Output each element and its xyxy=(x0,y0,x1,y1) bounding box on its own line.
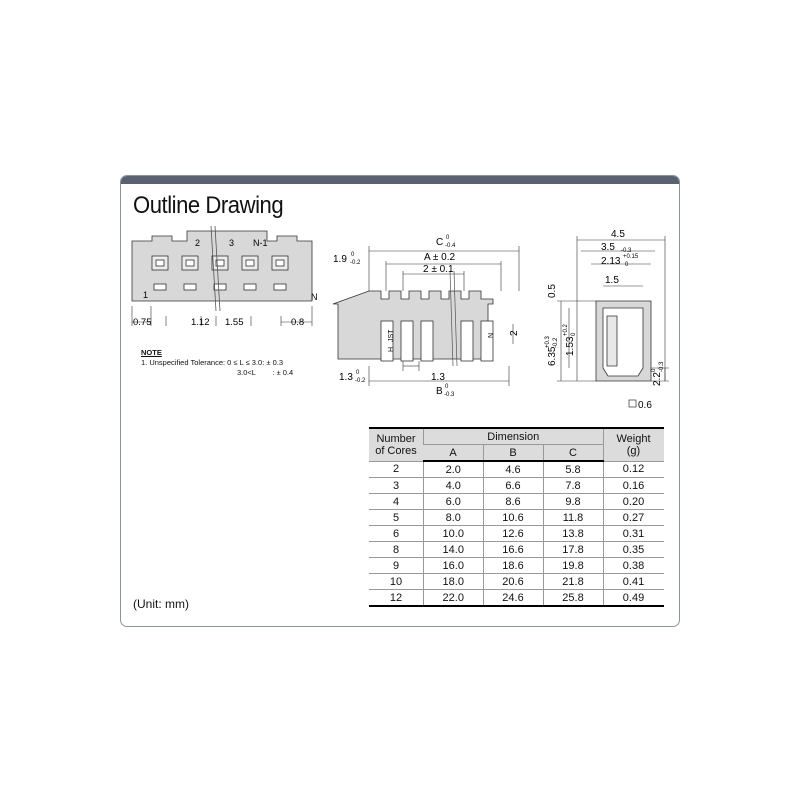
dim-c-tol-lower: -0.4 xyxy=(445,243,456,249)
table-cell: 0.38 xyxy=(603,558,664,574)
table-row xyxy=(369,542,664,558)
table-cell: 16.0 xyxy=(424,558,484,574)
front-pin-contact xyxy=(156,260,164,266)
table-cell: 20.6 xyxy=(483,574,543,590)
panel-title: Outline Drawing xyxy=(133,192,284,219)
dim-2-2-tol-upper: 0 xyxy=(651,368,657,372)
table-cell: 6.0 xyxy=(424,494,484,510)
header-cores-line2: of Cores xyxy=(375,444,417,457)
table-cell: 13.8 xyxy=(543,526,603,542)
mark-n: N xyxy=(488,332,495,338)
pin-label-1: 1 xyxy=(143,290,149,300)
dim-c: C xyxy=(436,237,444,248)
header-cores-line1: Number xyxy=(376,432,416,445)
table-cell: 8.6 xyxy=(483,494,543,510)
dim-1-53: 1.53 xyxy=(565,336,576,356)
table-cell: 0.31 xyxy=(603,526,664,542)
pin-label-3: 3 xyxy=(229,238,235,248)
table-cell: 6.6 xyxy=(483,478,543,494)
table-cell: 7.8 xyxy=(543,478,603,494)
table-cell: 10.0 xyxy=(424,526,484,542)
table-row xyxy=(369,574,664,590)
dim-6-35-tol-upper: +0.3 xyxy=(545,336,551,348)
table-cell: 2.0 xyxy=(424,461,484,478)
table-cell: 24.6 xyxy=(483,590,543,607)
dim-1-3-tol-upper: 0 xyxy=(356,370,360,376)
dim-1-12: 1.12 xyxy=(191,317,210,328)
table-cell: 11.8 xyxy=(543,510,603,526)
front-pin-contact xyxy=(186,260,194,266)
front-pin-lower xyxy=(154,284,166,290)
notes-line-2: 3.0<L : ± 0.4 xyxy=(237,368,294,377)
dim-2-13-tol-upper: +0.15 xyxy=(623,254,639,260)
front-pin-lower xyxy=(274,284,286,290)
dim-2-13-tol-lower: 0 xyxy=(625,262,629,268)
dim-c-tol-upper: 0 xyxy=(446,235,450,241)
end-view-drawing xyxy=(541,226,676,411)
col-header-dimension: Dimension xyxy=(424,428,604,445)
table-cell: 4.0 xyxy=(424,478,484,494)
col-header-cores xyxy=(369,428,424,461)
front-pin-contact xyxy=(276,260,284,266)
col-header-c: C xyxy=(543,445,603,462)
table-cell: 8 xyxy=(369,542,424,558)
dim-1-3-tol-lower: -0.2 xyxy=(355,378,366,384)
side-slot xyxy=(481,321,493,361)
table-cell: 4.6 xyxy=(483,461,543,478)
table-row xyxy=(369,478,664,494)
header-weight-line1: Weight xyxy=(616,432,651,445)
side-slot xyxy=(421,321,433,361)
dim-3-5-tol: -0.3 xyxy=(621,248,632,254)
dim-1-53-tol-lower: 0 xyxy=(571,332,577,336)
dim-b: B xyxy=(436,386,443,397)
dim-2-13: 2.13 xyxy=(601,256,621,267)
front-pin-lower xyxy=(184,284,196,290)
notes-line-1: 1. Unspecified Tolerance: 0 ≤ L ≤ 3.0: ± 0.3 xyxy=(141,358,284,367)
dim-6-35-tol-lower: -0.2 xyxy=(553,337,559,348)
table-cell: 25.8 xyxy=(543,590,603,607)
dim-2: 2 ± 0.1 xyxy=(423,264,454,275)
header-weight-line2: (g) xyxy=(626,444,641,457)
table-cell: 9 xyxy=(369,558,424,574)
table-cell: 0.12 xyxy=(603,461,664,478)
dim-1-53-tol-upper: +0.2 xyxy=(563,324,569,336)
table-cell: 6 xyxy=(369,526,424,542)
dim-b-tol-upper: 0 xyxy=(445,384,449,390)
table-cell: 12 xyxy=(369,590,424,607)
dim-0-75: 0.75 xyxy=(133,317,152,328)
table-cell: 18.6 xyxy=(483,558,543,574)
tolerance-notes xyxy=(141,348,293,378)
outline-drawing-panel xyxy=(120,175,680,627)
table-row xyxy=(369,461,664,478)
dim-4-5: 4.5 xyxy=(611,229,625,240)
table-cell: 22.0 xyxy=(424,590,484,607)
table-cell: 5.8 xyxy=(543,461,603,478)
table-cell: 17.8 xyxy=(543,542,603,558)
front-pin-lower xyxy=(214,284,226,290)
dim-1-9: 1.9 xyxy=(333,254,347,265)
pin-label-n: N xyxy=(311,292,318,302)
square-section-icon xyxy=(629,400,636,407)
table-cell: 10 xyxy=(369,574,424,590)
table-cell: 0.16 xyxy=(603,478,664,494)
pin-label-n-1: N-1 xyxy=(253,238,268,248)
dim-3-5: 3.5 xyxy=(601,242,615,253)
table-cell: 14.0 xyxy=(424,542,484,558)
side-slot xyxy=(401,321,413,361)
dimension-table xyxy=(369,427,664,607)
table-cell: 3 xyxy=(369,478,424,494)
front-view-drawing xyxy=(121,176,321,346)
dim-2-height: 2 xyxy=(509,330,520,336)
dim-0-6: 0.6 xyxy=(638,400,652,411)
table-cell: 18.0 xyxy=(424,574,484,590)
mark-h: H xyxy=(388,346,395,352)
front-pin-lower xyxy=(244,284,256,290)
dim-2-2: 2.2 xyxy=(652,372,663,386)
dim-1-55: 1.55 xyxy=(225,317,244,328)
table-cell: 0.49 xyxy=(603,590,664,607)
dim-1-3-pitch: 1.3 xyxy=(431,372,445,383)
table-row xyxy=(369,590,664,607)
dim-2-2-tol-lower: -0.3 xyxy=(659,361,665,372)
unit-label: (Unit: mm) xyxy=(133,597,189,611)
dim-b-tol-lower: -0.3 xyxy=(444,392,455,398)
table-cell: 9.8 xyxy=(543,494,603,510)
table-row xyxy=(369,494,664,510)
dim-1-9-tol-upper: 0 xyxy=(351,252,355,258)
mark-jst: JST xyxy=(388,329,395,342)
table-cell: 8.0 xyxy=(424,510,484,526)
table-cell: 4 xyxy=(369,494,424,510)
table-cell: 12.6 xyxy=(483,526,543,542)
col-header-weight xyxy=(603,428,664,461)
table-cell: 21.8 xyxy=(543,574,603,590)
table-row xyxy=(369,526,664,542)
table-cell: 2 xyxy=(369,461,424,478)
table-cell: 0.35 xyxy=(603,542,664,558)
notes-heading: NOTE xyxy=(141,348,162,357)
table-cell: 0.20 xyxy=(603,494,664,510)
col-header-b: B xyxy=(483,445,543,462)
table-cell: 0.27 xyxy=(603,510,664,526)
table-cell: 19.8 xyxy=(543,558,603,574)
dim-6-35: 6.35 xyxy=(547,346,558,366)
dim-a: A ± 0.2 xyxy=(424,252,456,263)
dim-1-9-tol-lower: -0.2 xyxy=(350,260,361,266)
side-view-drawing xyxy=(331,226,521,411)
dim-1-5: 1.5 xyxy=(605,275,619,286)
table-row xyxy=(369,510,664,526)
table-cell: 0.41 xyxy=(603,574,664,590)
table-row xyxy=(369,558,664,574)
side-slot xyxy=(461,321,473,361)
col-header-a: A xyxy=(424,445,484,462)
table-cell: 10.6 xyxy=(483,510,543,526)
table-cell: 5 xyxy=(369,510,424,526)
dim-0-8: 0.8 xyxy=(291,317,305,328)
front-pin-contact xyxy=(246,260,254,266)
table-cell: 16.6 xyxy=(483,542,543,558)
dim-0-5: 0.5 xyxy=(547,284,558,298)
pin-label-2: 2 xyxy=(195,238,201,248)
dim-1-3-left: 1.3 xyxy=(339,372,353,383)
